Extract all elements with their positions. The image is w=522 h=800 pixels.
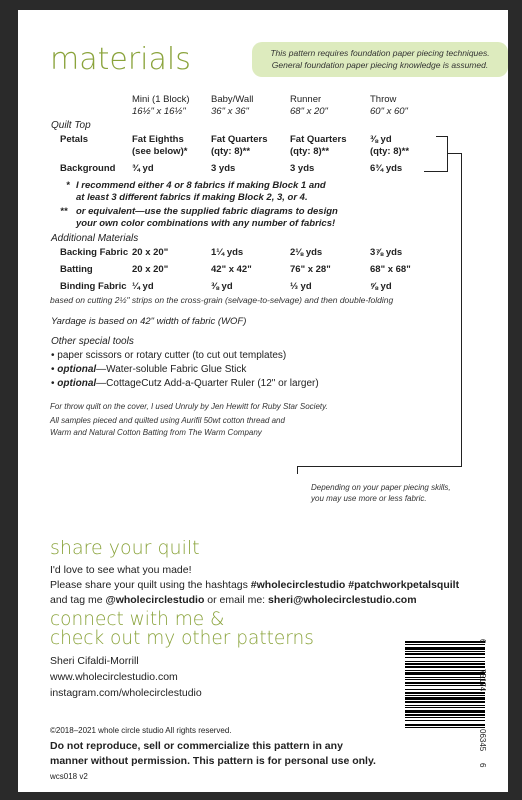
share-line-3 [50, 594, 417, 606]
note-line-2: General foundation paper piecing knowledge is assumed. [271, 60, 489, 70]
petals-baby-2: (qty: 8)** [211, 146, 251, 157]
backing-runner: 2⅛ yds [290, 247, 323, 258]
binding-note: based on cutting 2½" strips on the cross-grain (selvage-to-selvage) and then double-folding [50, 295, 394, 305]
materials-title: materials [50, 42, 191, 77]
binding-mini: ¼ yd [132, 281, 154, 292]
connect-title-2: check out my other patterns [50, 628, 314, 649]
tool-item-3-text: —CottageCutz Add-a-Quarter Ruler (12" or larger) [96, 378, 319, 389]
connector-horizontal [297, 466, 462, 467]
share-line-3-text: and tag me [50, 594, 106, 606]
bracket-side [447, 136, 448, 172]
backing-label: Backing Fabric [60, 247, 129, 258]
share-line-2-text: Please share your quilt using the hashtags [50, 579, 251, 591]
connect-title-1: connect with me & [50, 609, 225, 630]
background-runner: 3 yds [290, 163, 315, 174]
yardage-note: Yardage is based on 42" width of fabric (WOF) [51, 316, 247, 327]
footnote1-line2: at least 3 different fabrics if making Block 2, 3, or 4. [76, 192, 308, 203]
upc-barcode [401, 635, 503, 778]
tool-item-2: • optional—Water-soluble Fabric Glue Stick [51, 364, 247, 375]
designer-name: Sheri Cifaldi-Morrill [50, 655, 139, 667]
tool-item-1: • paper scissors or rotary cutter (to cut out templates) [51, 350, 287, 361]
barcode-digit-right: 6 [478, 639, 487, 644]
backing-mini: 20 x 20" [132, 247, 169, 258]
backing-baby: 1¼ yds [211, 247, 244, 258]
pattern-back-page [18, 10, 508, 792]
footnote2-line2: your own color combinations with any number of fabrics! [76, 218, 336, 229]
col-baby-name: Baby/Wall [211, 94, 254, 105]
tool-item-2-text: —Water-soluble Fabric Glue Stick [96, 364, 247, 375]
instagram-link[interactable]: instagram.com/wholecirclestudio [50, 687, 202, 699]
binding-baby: ⅜ yd [211, 281, 233, 292]
additional-heading: Additional Materials [51, 233, 139, 244]
col-throw-size: 60" x 60" [370, 106, 408, 117]
email-link[interactable]: sheri@wholecirclestudio.com [268, 594, 417, 606]
batting-runner: 76" x 28" [290, 264, 331, 275]
tool-item-3: • optional—CottageCutz Add-a-Quarter Ruler (12" or larger) [51, 378, 319, 389]
petals-baby-1: Fat Quarters [211, 134, 268, 145]
connector-drop [297, 466, 298, 474]
background-baby: 3 yds [211, 163, 236, 174]
warning-line-2: manner without permission. This pattern is for personal use only. [50, 755, 376, 767]
backing-throw: 3⅞ yds [370, 247, 403, 258]
tool-item-2-optional: optional [57, 364, 97, 375]
petals-label: Petals [60, 134, 88, 145]
callout-line-1: Depending on your paper piecing skills, [311, 483, 451, 492]
warning-line-1: Do not reproduce, sell or commercialize this pattern in any [50, 740, 343, 752]
batting-baby: 42" x 42" [211, 264, 252, 275]
footnote2-line1: or equivalent—use the supplied fabric diagrams to design [76, 206, 338, 217]
footnote1-line1: I recommend either 4 or 8 fabrics if making Block 1 and [76, 180, 326, 191]
note-line-1: This pattern requires foundation paper piecing techniques. [270, 48, 490, 58]
petals-mini-2: (see below)* [132, 146, 188, 157]
background-mini: ¾ yd [132, 163, 154, 174]
col-runner-name: Runner [290, 94, 322, 105]
petals-mini-1: Fat Eighths [132, 134, 184, 145]
petals-runner-1: Fat Quarters [290, 134, 347, 145]
barcode-digits-2: 06345 [478, 729, 487, 752]
petals-runner-2: (qty: 8)** [290, 146, 330, 157]
share-line-1: I'd love to see what you made! [50, 564, 192, 576]
bracket-stub [448, 153, 462, 154]
barcode-graphic [401, 635, 503, 778]
background-label: Background [60, 163, 116, 174]
footnote-double-star: ** [60, 206, 68, 217]
credit-line-3: Warm and Natural Cotton Batting from The Warm Company [50, 428, 262, 437]
barcode-digit-left: 6 [478, 763, 487, 768]
share-line-3-mid: or email me: [204, 594, 268, 606]
petals-throw-1: ⅜ yd [370, 134, 392, 145]
col-throw-name: Throw [370, 94, 397, 105]
col-mini-size: 16½" x 16½" [132, 106, 186, 117]
col-baby-size: 36" x 36" [211, 106, 249, 117]
callout-line-2: you may use more or less fabric. [311, 494, 427, 503]
website-link[interactable]: www.wholecirclestudio.com [50, 671, 178, 683]
credit-line-1: For throw quilt on the cover, I used Unruly by Jen Hewitt for Ruby Star Society. [50, 402, 328, 411]
col-mini-name: Mini (1 Block) [132, 94, 190, 105]
quilt-top-heading: Quilt Top [51, 120, 91, 131]
bracket-bottom [424, 171, 448, 172]
binding-runner: ⅓ yd [290, 281, 312, 292]
batting-throw: 68" x 68" [370, 264, 411, 275]
col-runner-size: 68" x 20" [290, 106, 328, 117]
hashtags: #wholecirclestudio #patchworkpetalsquilt [250, 579, 460, 591]
copyright: ©2018–2021 whole circle studio All rights reserved. [50, 726, 232, 735]
batting-label: Batting [60, 264, 93, 275]
batting-mini: 20 x 20" [132, 264, 169, 275]
paper-piecing-note [252, 42, 508, 77]
binding-label: Binding Fabric [60, 281, 127, 292]
credit-line-2: All samples pieced and quilted using Aurifil 50wt cotton thread and [50, 416, 285, 425]
share-line-2 [50, 579, 459, 591]
pattern-code: wcs018 v2 [50, 772, 88, 781]
background-throw: 6¾ yds [370, 163, 403, 174]
share-title: share your quilt [50, 537, 200, 559]
tool-item-3-optional: optional [57, 378, 97, 389]
petals-throw-2: (qty: 8)** [370, 146, 410, 157]
tools-heading: Other special tools [51, 336, 134, 347]
footnote-star: * [66, 180, 70, 191]
binding-throw: ⅝ yd [370, 281, 392, 292]
barcode-digits-1: 75174 [478, 669, 487, 692]
instagram-handle[interactable]: @wholecirclestudio [105, 594, 205, 606]
connector-vertical [461, 153, 462, 466]
